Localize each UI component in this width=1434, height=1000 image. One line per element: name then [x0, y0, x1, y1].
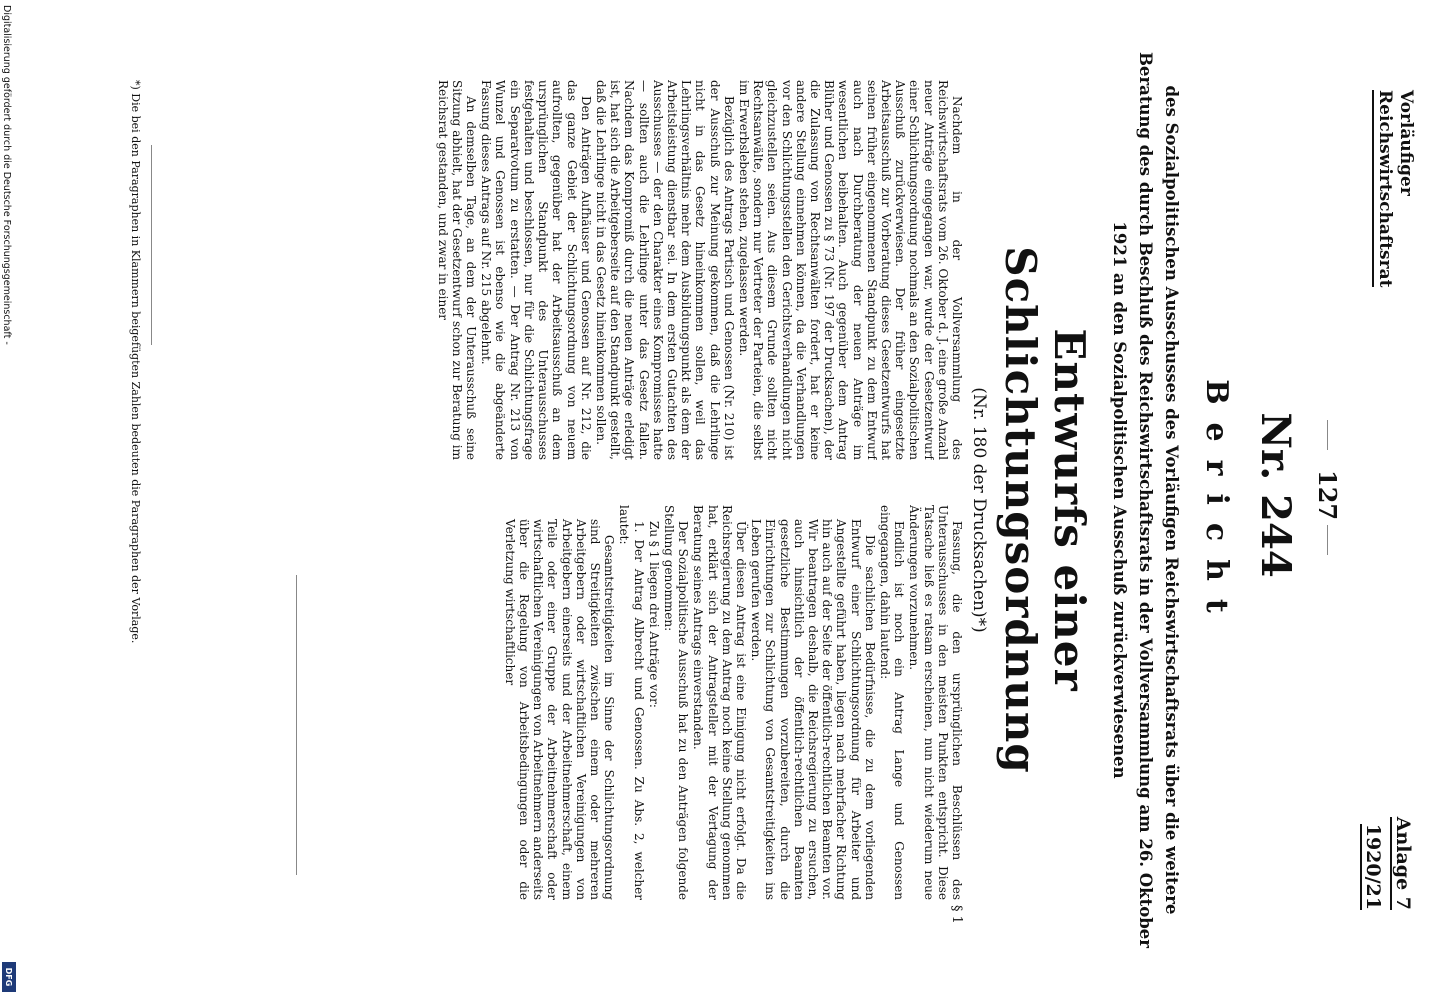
- paragraph: Gesamtstreitigkeiten im Sinne der Schlichtungsordnung sind Streitigkeiten zwischen einem oder mehreren Arbeitgebern oder wirtschaftlichen Vereinigungen von Arbeitgebern einerseits und der Arbeitnehmerschaft, einem Teile oder einer Gruppe der Arbeitnehmerschaft oder wirtschaftlichen Vereinigungen von Arbeitnehmern anderseits über die Regelung von Arbeitsbedingungen oder die Verletzung wirtschaftlicher: [502, 519, 617, 900]
- margin-paragraph-marker: § 1: [949, 905, 964, 924]
- footnote: *) Die bei den Paragraphen in Klammern beigefügten Zahlen bedeuten die Paragraphen der Vorlage.: [129, 80, 142, 644]
- attachment-header: [1358, 770, 1418, 910]
- council-line-1: Vorläufiger: [1396, 90, 1416, 196]
- page-number: 127: [1313, 470, 1342, 521]
- attachment-label: Anlage 7: [1392, 816, 1414, 910]
- dfg-logo: DFG: [2, 962, 16, 992]
- paragraph: Der Sozialpolitische Ausschuß hat zu den Anträgen folgende Stellung genommen:: [661, 505, 691, 900]
- page-number-dash-left: [1327, 420, 1328, 450]
- report-subtitle: des Sozialpolitischen Ausschusses des Vorläufigen Reichswirtschaftsrats über die weitere Beratung des durch Beschluß des Reichswirtschaftsrats in der Vollversammlung am 26. Oktober 1921 an den Sozialpolitischen Ausschuß zurückverwiesenen: [1110, 52, 1181, 948]
- paragraph: Den Anträgen Aufhäuser und Genossen auf Nr. 212, die das ganze Gebiet der Schlichtungsordnung von neuem aufrollten, gegenüber hat der Arbeitsausschuß an dem ursprünglichen Standpunkt des Unterausschusses festgehalten und beschlossen, nur für die Schlichtungsfrage ein Separatvotum zu erstatten. — Der Antrag Nr. 213 von Wunzel und Genossen ist ebenso wie die abgeänderte Fassung dieses Antrags auf Nr. 215 abgelehnt.: [479, 80, 593, 460]
- paragraph: Endlich ist noch ein Antrag Lange und Genossen eingegangen, dahin lautend:: [877, 505, 907, 900]
- text-column-right: [64, 505, 964, 900]
- paragraph: 1. Der Antrag Albrecht und Genossen. Zu Abs. 2, welcher lautet:: [617, 505, 646, 900]
- text-column-left: [89, 80, 964, 460]
- digitization-credit: Digitalisierung gefördert durch die Deutsche Forschungsgemeinschaft -: [1, 5, 12, 345]
- paragraph: Fassung, die den ursprünglichen Beschlüssen des Unterausschusses in den meisten Punkten entspricht. Diese Tatsache ließ es ratsam erscheinen, nun nicht wiederum neue Änderungen vorzunehmen.: [907, 505, 964, 900]
- report-heading: Bericht: [1199, 379, 1234, 631]
- page-number-dash-right: [1327, 525, 1328, 555]
- paragraph: Über diesen Antrag ist eine Einigung nicht erfolgt. Da die Reichsregierung zu dem Antrag noch keine Stellung genommen hat, erklärt sich der Antragsteller mit der Vertagung der Beratung seines Antrags einverstanden.: [691, 505, 748, 900]
- paragraph: Die sachlichen Bedürfnisse, die zu dem vorliegenden Entwurf einer Schlichtungsordnung für Arbeiter und Angestellte geführt haben, liegen nach mehrfacher Richtung hin auch auf der Seite der öffentlich-rechtlichen Beamten vor. Wir beantragen deshalb, die Reichsregierung zu ersuchen, auch hinsichtlich der öffentlich-rechtlichen Beamten gesetzliche Bestimmungen vorzubereiten, durch die Einrichtungen zur Schlichtung von Gesamtstreitigkeiten ins Leben gerufen werden.: [749, 519, 877, 900]
- draft-title: Entwurfs einer Schlichtungsordnung: [996, 246, 1094, 774]
- paragraph: Bezüglich des Antrags Partisch und Genossen (Nr. 210) ist der Ausschuß zur Meinung gekommen, daß die Lehrlinge nicht in das Gesetz hineinkommen sollen, weil das Lehrlingsverhältnis mehr dem Ausbildungspunkt als dem der Arbeitsleistung dienstbar sei. In dem ersten Gutachten des Ausschusses — der den Charakter eines Kompromisses hatte — sollten auch die Lehrlinge unter das Gesetz fallen. Nachdem das Kompromiß durch die neuen Anträge erledigt ist, hat sich die Arbeitgeberseite auf den Standpunkt gestellt, daß die Lehrlinge nicht in das Gesetz hineinkommen sollen.: [593, 80, 736, 460]
- council-header: [1372, 90, 1416, 287]
- paragraph: An demselben Tage, an dem der Unterausschuß seine Sitzung abhielt, hat der Gesetzentwurf schon zur Beratung im Reichsrat gestanden, und zwar in einer: [435, 80, 479, 460]
- year-label: 1920/21: [1362, 823, 1384, 910]
- paragraph: Nachdem in der Vollversammlung des Reichswirtschaftsrats vom 26. Oktober d. J. eine große Anzahl neuer Anträge eingegangen war, wurde der Gesetzentwurf einer Schlichtungsordnung nochmals an den Sozialpolitischen Ausschuß zurückverwiesen. Der früher eingesetzte Arbeitsausschuß zur Vorberatung dieses Gesetzentwurfs hat seinen früher eingenommenen Standpunkt zu dem Entwurf auch nach Durchberatung der neuen Anträge im wesentlichen beibehalten. Auch gegenüber dem Antrag Blüher und Genossen zu § 73 (Nr. 197 der Drucksachen), der die Zulassung von Rechtsanwälten fordert, hat er keine andere Stellung einnehmen können, da die Verhandlungen vor den Schlichtungsstellen den Gerichtsverhandlungen nicht gleichzustellen seien. Aus diesem Grunde sollten nicht Rechtsanwälte, sondern nur Vertreter der Parteien, die selbst im Erwerbsleben stehen, zugelassen werden.: [736, 80, 964, 460]
- column-separator: [296, 575, 297, 875]
- paragraph: Zu § 1 liegen drei Anträge vor:: [646, 521, 661, 708]
- footnote-separator: [151, 145, 152, 345]
- council-line-2: Reichswirtschaftsrat: [1372, 90, 1395, 287]
- reference-note: (Nr. 180 der Drucksachen)*): [969, 387, 989, 633]
- document-number: Nr. 244: [1252, 412, 1299, 578]
